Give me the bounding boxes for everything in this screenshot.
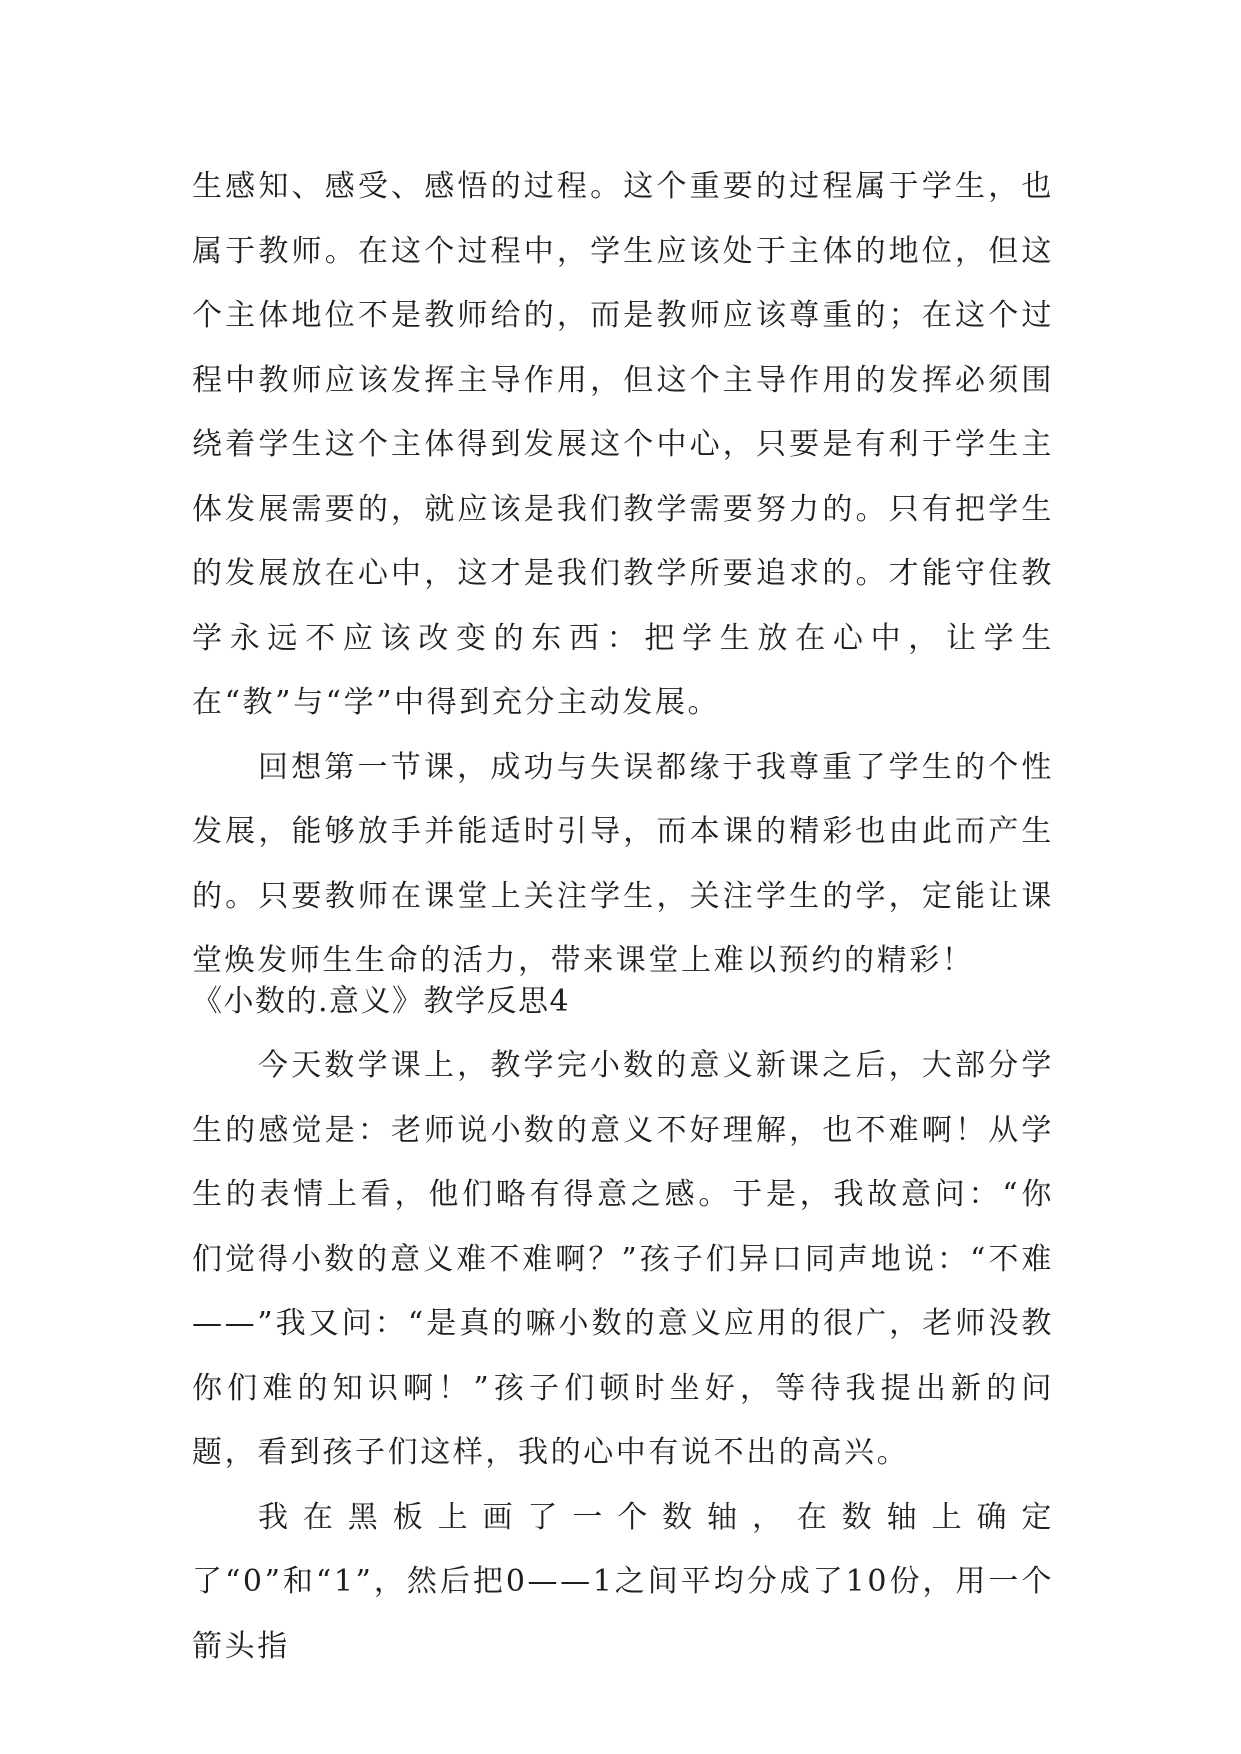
text-block-bottom: [192, 1034, 1054, 1679]
paragraph-continuation: 生感知、感受、感悟的过程。这个重要的过程属于学生，也属于教师。在这个过程中，学生应该处于主体的地位，但这个主体地位不是教师给的，而是教师应该尊重的；在这个过程中教师应该发挥主导作用，但这个主导作用的发挥必须围绕着学生这个主体得到发展这个中心，只要是有利于学生主体发展需要的，就应该是我们教学需要努力的。只有把学生的发展放在心中，这才是我们教学所要追求的。才能守住教学永远不应该改变的东西：把学生放在心中，让学生在“教”与“学”中得到充分主动发展。: [192, 169, 1054, 720]
section-heading: 《小数的.意义》教学反思4: [192, 984, 571, 1019]
paragraph-number-line: 我在黑板上画了一个数轴，在数轴上确定了“0”和“1”，然后把0——1之间平均分成了10份，用一个箭头指: [192, 1499, 1054, 1664]
paragraph-today-lesson: 今天数学课上，教学完小数的意义新课之后，大部分学生的感觉是：老师说小数的意义不好理解，也不难啊！从学生的表情上看，他们略有得意之感。于是，我故意问：“你们觉得小数的意义难不难啊？”孩子们异口同声地说：“不难——”我又问：“是真的嘛小数的意义应用的很广，老师没教你们难的知识啊！”孩子们顿时坐好，等待我提出新的问题，看到孩子们这样，我的心中有说不出的高兴。: [192, 1048, 1054, 1470]
paragraph-reflection: 回想第一节课，成功与失误都缘于我尊重了学生的个性发展，能够放手并能适时引导，而本课的精彩也由此而产生的。只要教师在课堂上关注学生，关注学生的学，定能让课堂焕发师生生命的活力，带来课堂上难以预约的精彩！: [192, 749, 1054, 978]
text-block-top: [192, 155, 1054, 994]
